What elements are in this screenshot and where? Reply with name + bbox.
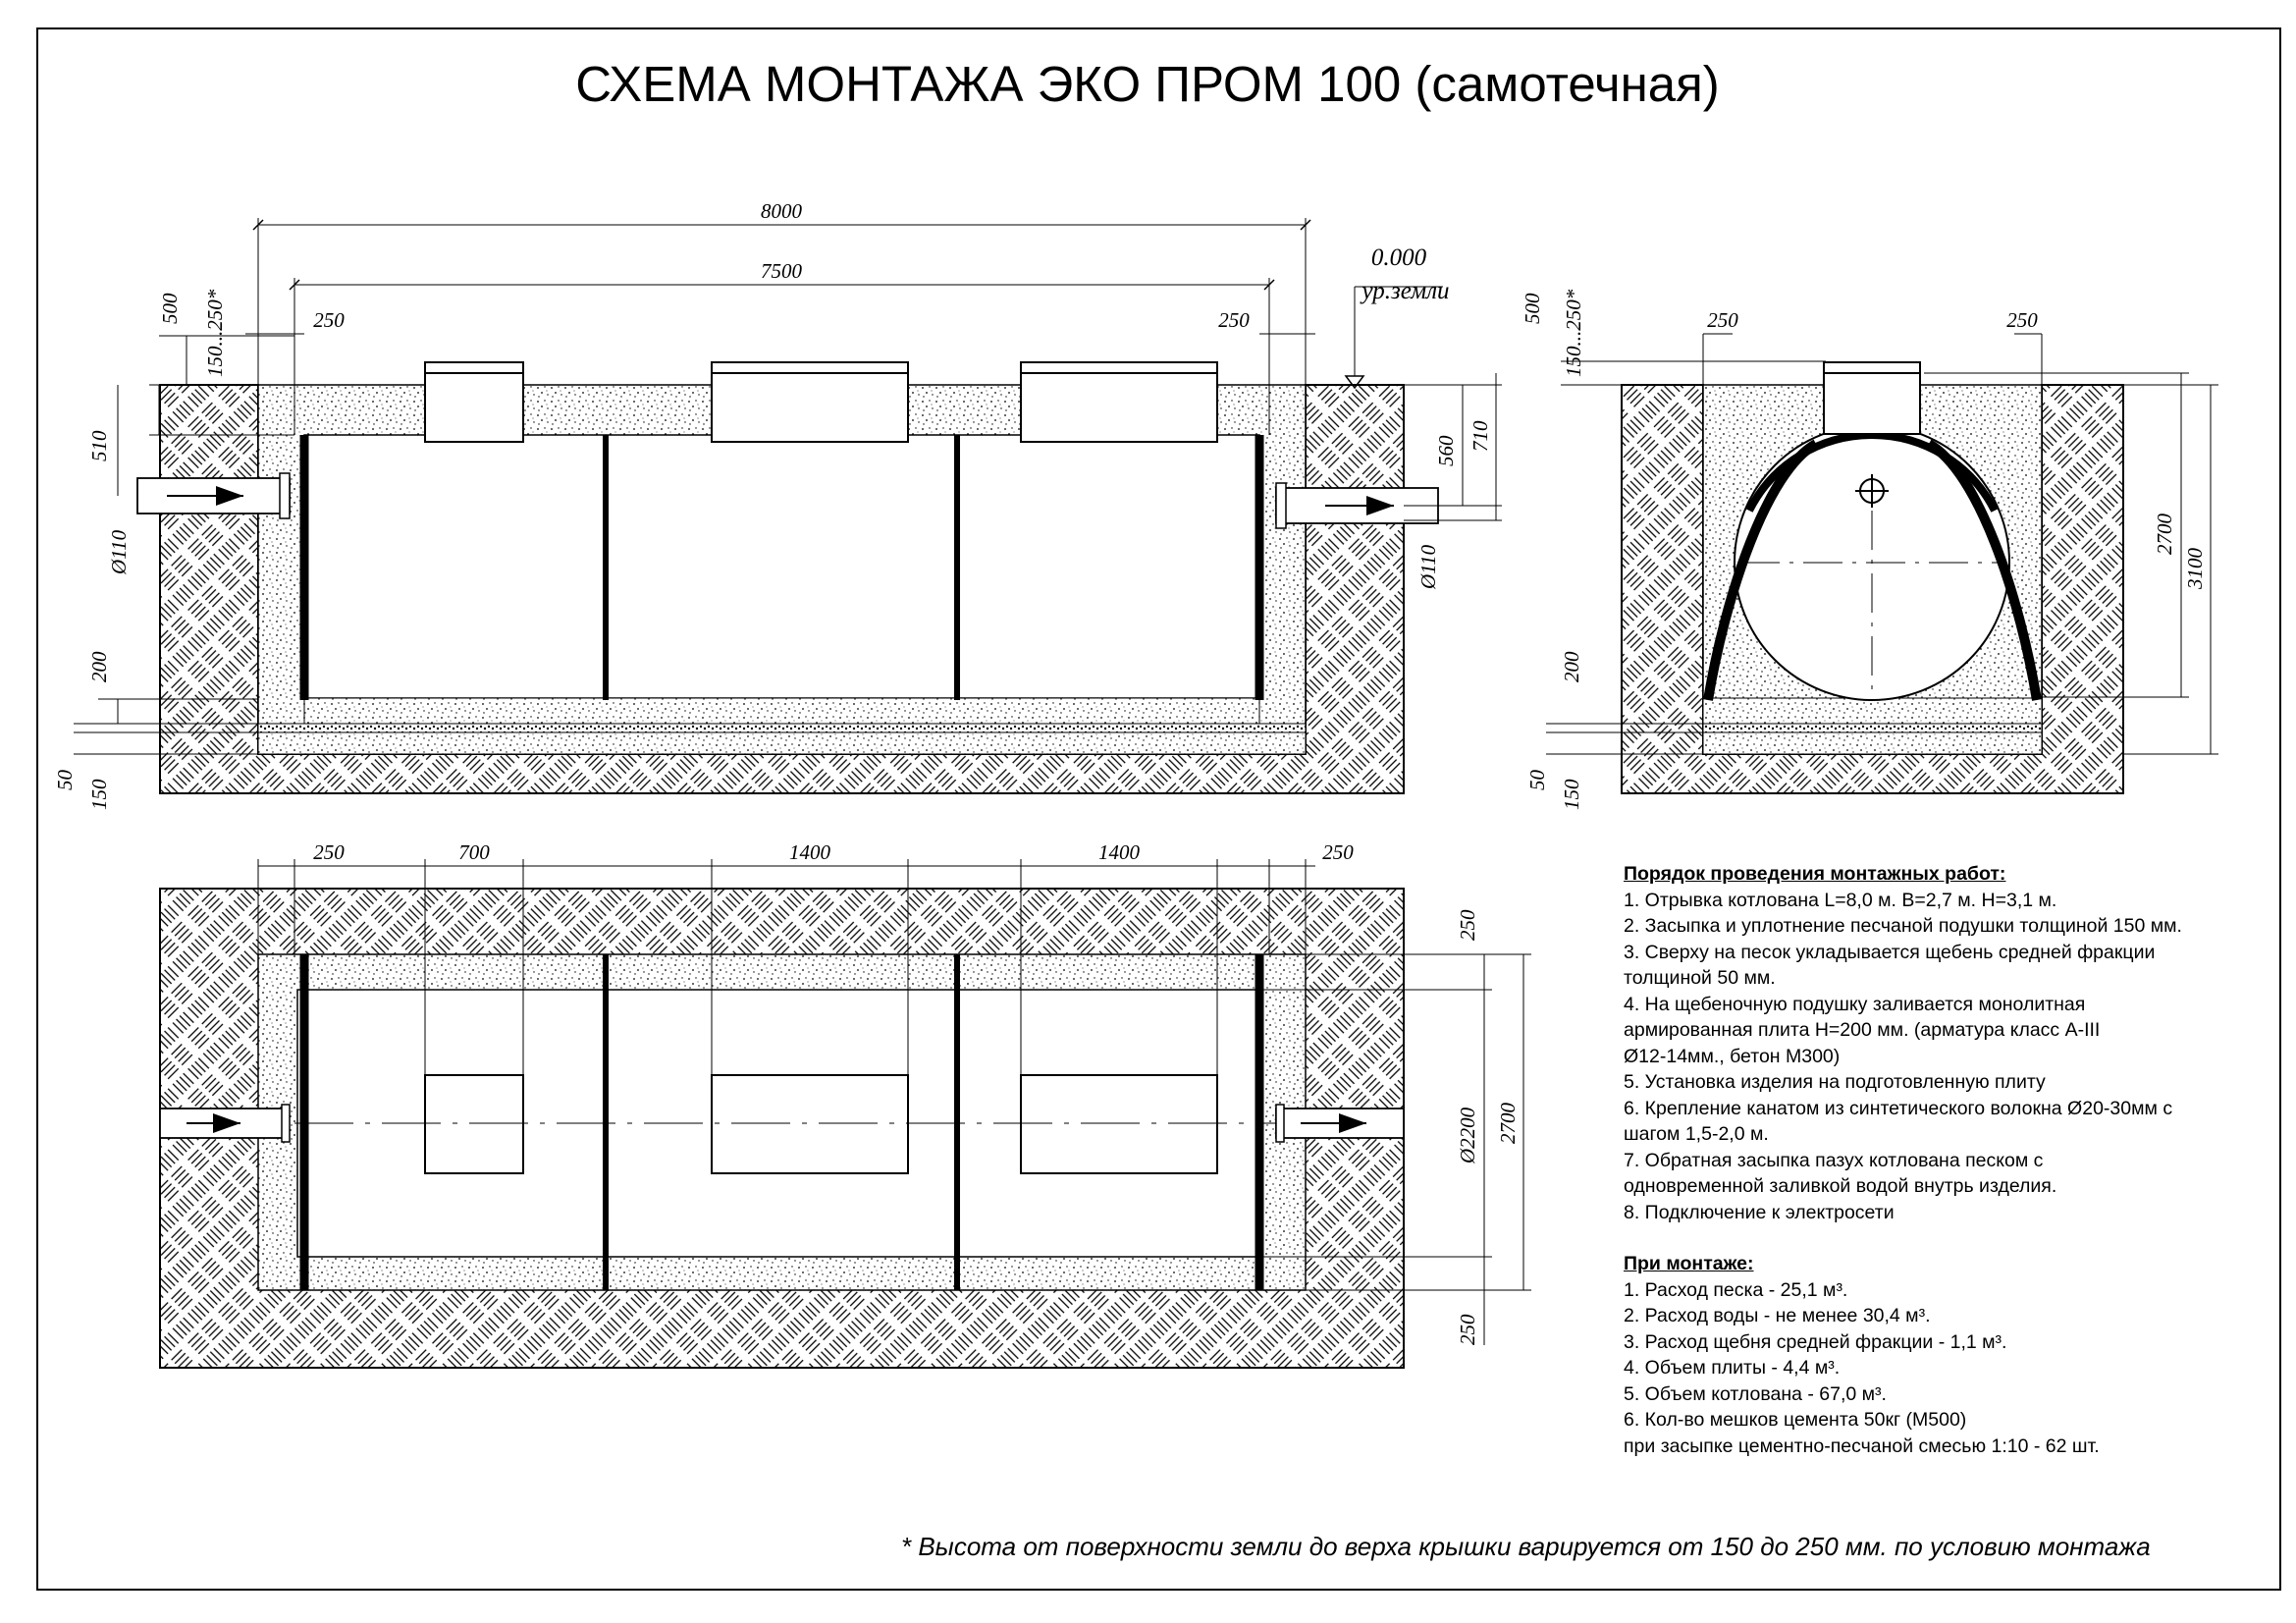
procedure-line: 1. Отрывка котлована L=8,0 м. B=2,7 м. H=3,1 м. bbox=[1624, 889, 2057, 911]
dim-plan-hatch2: 1400 bbox=[789, 840, 830, 864]
sand-layer-side bbox=[258, 732, 1306, 754]
procedure-line: 5. Установка изделия на подготовленную плиту bbox=[1624, 1071, 2046, 1093]
installation-line: 6. Кол-во мешков цемента 50кг (М500) bbox=[1624, 1409, 1967, 1431]
hatch-plan-1 bbox=[425, 1075, 523, 1173]
dim-total-length: 8000 bbox=[761, 199, 802, 223]
procedure-heading: Порядок проведения монтажных работ: bbox=[1624, 863, 2006, 885]
procedure-line: 6. Крепление канатом из синтетического волокна Ø20-30мм с bbox=[1624, 1097, 2173, 1119]
dim-gravel: 50 bbox=[53, 770, 77, 790]
installation-line: при засыпке цементно-песчаной смесью 1:10 - 62 шт. bbox=[1624, 1434, 2100, 1457]
hatch-side-3 bbox=[1021, 365, 1217, 442]
dim-plan-diameter: Ø2200 bbox=[1456, 1107, 1479, 1163]
dim-cross-cover-variation: 150...250* bbox=[1562, 289, 1585, 377]
dim-cross-slab: 200 bbox=[1560, 651, 1583, 682]
dim-cross-left-gap: 250 bbox=[1707, 308, 1738, 332]
side-view bbox=[53, 199, 1502, 810]
slab-cross bbox=[1703, 698, 2042, 724]
dim-cover-depth: 500 bbox=[158, 293, 182, 324]
dim-plan-top-gap: 250 bbox=[1456, 909, 1479, 941]
dim-outlet-depth-full: 710 bbox=[1468, 420, 1492, 452]
dim-cross-cover-depth: 500 bbox=[1521, 293, 1544, 324]
dim-plan-left-gap: 250 bbox=[313, 840, 345, 864]
dim-left-gap: 250 bbox=[313, 308, 345, 332]
dim-cross-sand: 150 bbox=[1560, 779, 1583, 810]
footnote: * Высота от поверхности земли до верха крышки варируется от 150 до 250 мм. по условию монтажа bbox=[901, 1532, 2151, 1561]
installation-line: 3. Расход щебня средней фракции - 1,1 м³. bbox=[1624, 1330, 2007, 1353]
dim-cross-gravel: 50 bbox=[1525, 770, 1549, 790]
ground-level-value: 0.000 bbox=[1370, 244, 1427, 271]
dim-inlet-pipe: Ø110 bbox=[107, 529, 131, 574]
installation-line: 5. Объем котлована - 67,0 м³. bbox=[1624, 1382, 1887, 1405]
dim-plan-width: 2700 bbox=[1496, 1103, 1520, 1144]
hatch-plan-3 bbox=[1021, 1075, 1217, 1173]
dim-cross-right-gap: 250 bbox=[2006, 308, 2038, 332]
hatch-plan-2 bbox=[712, 1075, 908, 1173]
procedure-line: 4. На щебеночную подушку заливается монолитная bbox=[1624, 993, 2086, 1015]
ground-level-label: ур.земли bbox=[1362, 278, 1450, 304]
procedure-line: Ø12-14мм., бетон М300) bbox=[1624, 1045, 1841, 1067]
dim-inlet-depth: 510 bbox=[87, 430, 111, 461]
plan-view bbox=[160, 840, 1531, 1368]
tank-side bbox=[304, 435, 1259, 698]
procedure-line: 3. Сверху на песок укладывается щебень средней фракции bbox=[1624, 941, 2156, 963]
dim-outlet-pipe: Ø110 bbox=[1416, 544, 1440, 589]
installation-heading: При монтаже: bbox=[1624, 1253, 1754, 1274]
dim-right-gap: 250 bbox=[1218, 308, 1250, 332]
dim-sand: 150 bbox=[87, 779, 111, 810]
procedure-line: шагом 1,5-2,0 м. bbox=[1624, 1123, 1769, 1145]
hatch-side-2 bbox=[712, 365, 908, 442]
dim-cover-variation: 150...250* bbox=[203, 289, 227, 377]
procedure-line: 8. Подключение к электросети bbox=[1624, 1201, 1895, 1223]
slab-side bbox=[304, 698, 1259, 724]
dim-plan-right-gap: 250 bbox=[1322, 840, 1354, 864]
dim-plan-hatch1: 700 bbox=[458, 840, 490, 864]
procedure-line: 2. Засыпка и уплотнение песчаной подушки толщиной 150 мм. bbox=[1624, 915, 2182, 937]
dim-outlet-depth: 560 bbox=[1434, 435, 1458, 466]
dim-cross-pit-height: 3100 bbox=[2183, 548, 2207, 589]
dim-plan-hatch3: 1400 bbox=[1098, 840, 1140, 864]
dim-tank-length: 7500 bbox=[761, 259, 802, 283]
installation-line: 1. Расход песка - 25,1 м³. bbox=[1624, 1278, 1848, 1301]
procedure-line: одновременной заливкой водой внутрь изделия. bbox=[1624, 1175, 2057, 1197]
installation-line: 2. Расход воды - не менее 30,4 м³. bbox=[1624, 1305, 1931, 1326]
notes-block bbox=[1624, 861, 2271, 1459]
hatch-side-1 bbox=[425, 365, 523, 442]
drawing-title: СХЕМА МОНТАЖА ЭКО ПРОМ 100 (самотечная) bbox=[575, 56, 1720, 112]
installation-line: 4. Объем плиты - 4,4 м³. bbox=[1624, 1357, 1841, 1379]
hatch-cross bbox=[1824, 365, 1920, 434]
dim-slab: 200 bbox=[87, 651, 111, 682]
procedure-line: армированная плита H=200 мм. (арматура класс А-III bbox=[1624, 1019, 2101, 1041]
procedure-line: толщиной 50 мм. bbox=[1624, 967, 1776, 989]
dim-plan-bottom-gap: 250 bbox=[1456, 1314, 1479, 1345]
gravel-layer-side bbox=[258, 724, 1306, 732]
cross-section bbox=[1521, 289, 2218, 810]
procedure-line: 7. Обратная засыпка пазух котлована песком с bbox=[1624, 1149, 2044, 1171]
dim-cross-tank-height: 2700 bbox=[2153, 514, 2176, 555]
